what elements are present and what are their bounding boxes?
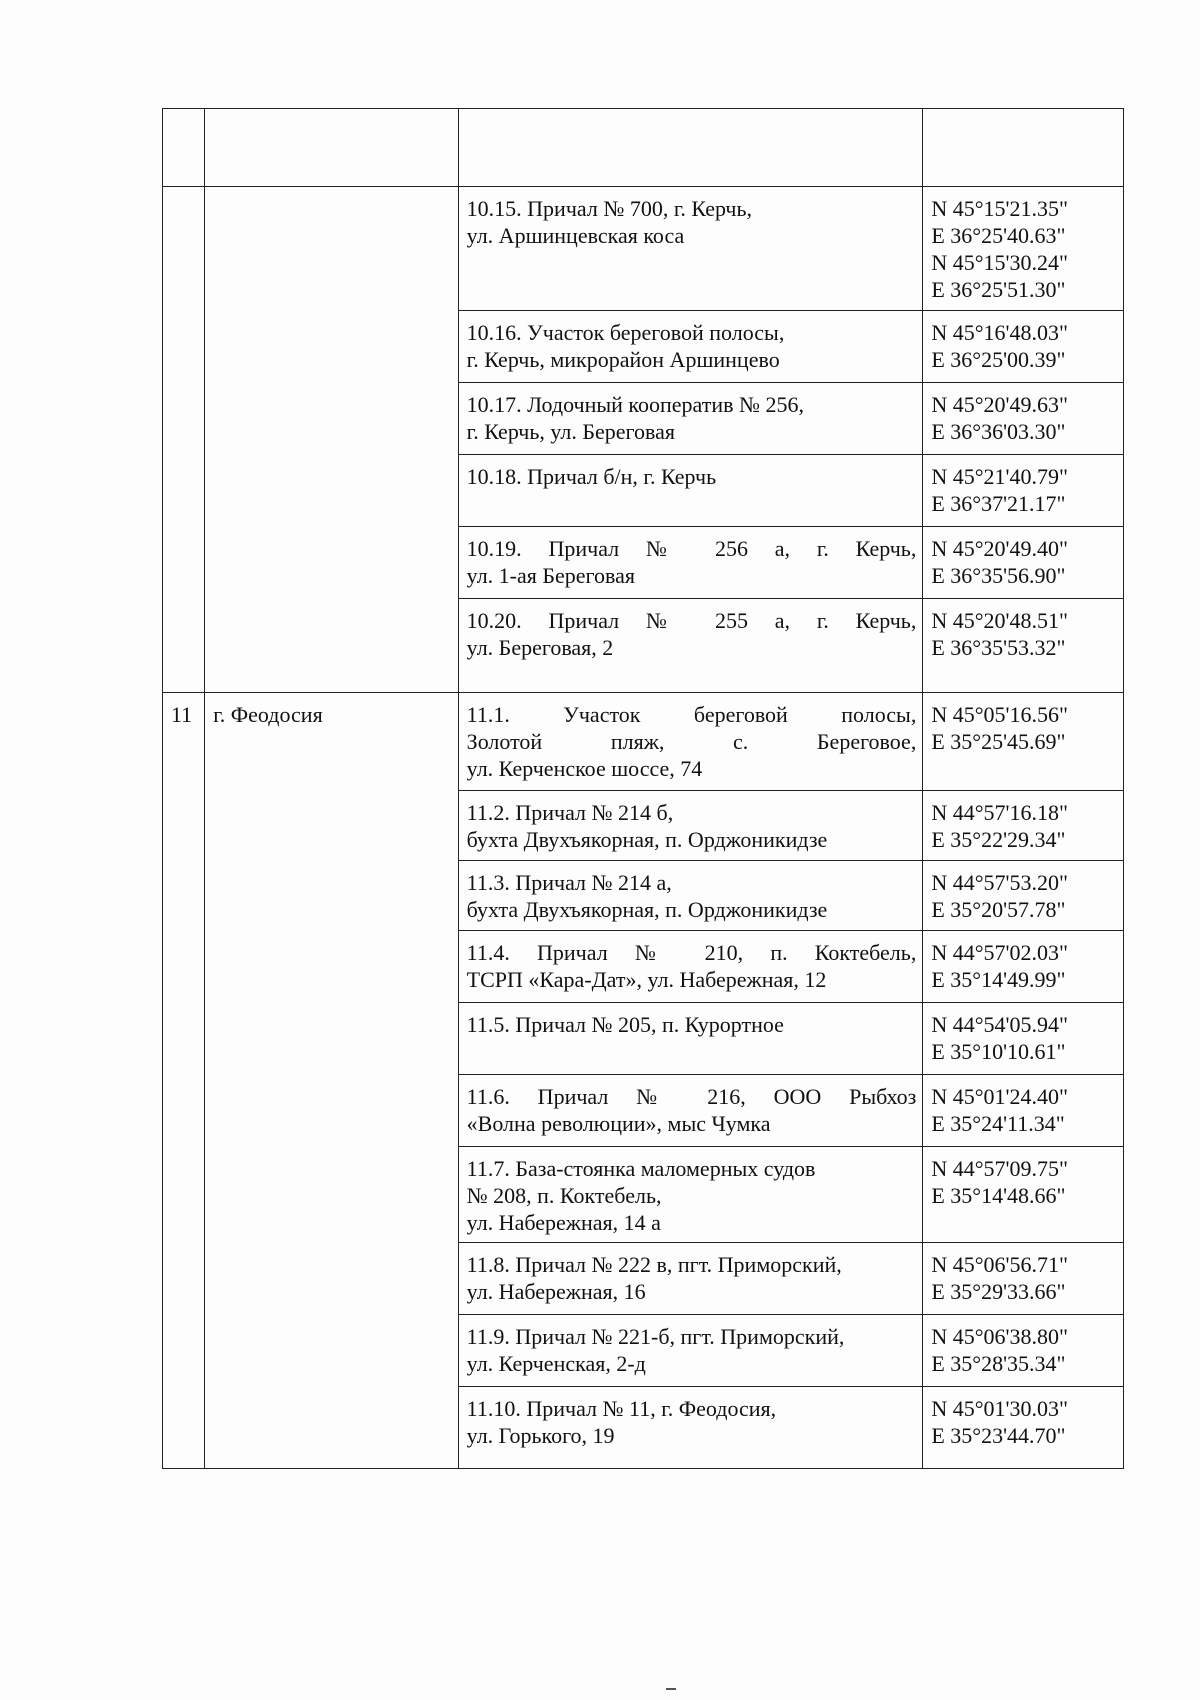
cell-coordinates <box>923 791 1124 861</box>
coordinate-value: E 35°14'48.66" <box>931 1183 1066 1208</box>
location-text-line: бухта Двухъякорная, п. Орджоникидзе <box>466 827 828 852</box>
cell-coordinates <box>923 693 1124 791</box>
coordinate-value: N 45°16'48.03" <box>931 320 1068 345</box>
table-row <box>163 187 1124 311</box>
coordinate-value: E 35°20'57.78" <box>931 897 1066 922</box>
table-row <box>163 693 1124 791</box>
cell-location <box>458 791 923 861</box>
cell-location <box>458 1147 923 1243</box>
coordinate-value: E 36°25'00.39" <box>931 347 1066 372</box>
coordinate-value: N 45°01'30.03" <box>931 1396 1068 1421</box>
coordinate-value: N 44°57'53.20" <box>931 870 1068 895</box>
coordinate-value: E 35°28'35.34" <box>931 1351 1066 1376</box>
table-body <box>163 109 1124 1469</box>
cell-location <box>458 1387 923 1469</box>
cell-name-empty <box>205 109 458 187</box>
page-number-mark <box>666 1688 676 1690</box>
location-text-line: 11.1. Участок береговой полосы, <box>466 702 917 727</box>
coordinate-value: E 36°25'51.30" <box>931 277 1066 302</box>
location-text-line: ул. Керченская, 2-д <box>466 1351 646 1376</box>
cell-location <box>458 1315 923 1387</box>
location-text-line: ТСРП «Кара-Дат», ул. Набережная, 12 <box>466 967 827 992</box>
cell-coordinates <box>923 931 1124 1003</box>
cell-location <box>458 311 923 383</box>
cell-location <box>458 693 923 791</box>
cell-coordinates <box>923 1387 1124 1469</box>
location-text-line: бухта Двухъякорная, п. Орджоникидзе <box>466 897 828 922</box>
coordinate-value: E 35°25'45.69" <box>931 729 1066 754</box>
cell-coordinates <box>923 455 1124 527</box>
cell-coordinates <box>923 383 1124 455</box>
location-text-line: 11.9. Причал № 221-б, пгт. Приморский, <box>466 1324 845 1349</box>
cell-number <box>163 187 205 693</box>
location-text-line: 11.10. Причал № 11, г. Феодосия, <box>466 1396 777 1421</box>
location-text-line: 10.15. Причал № 700, г. Керчь, <box>466 196 753 221</box>
location-text-line: 11.8. Причал № 222 в, пгт. Приморский, <box>466 1252 842 1277</box>
location-text-line: ул. Набережная, 14 а <box>466 1210 661 1235</box>
cell-coordinates <box>923 527 1124 599</box>
location-text-line: 11.4. Причал № 210, п. Коктебель, <box>466 940 917 965</box>
location-text-line: 10.20. Причал № 255 а, г. Керчь, <box>466 608 917 633</box>
location-text-line: 11.2. Причал № 214 б, <box>466 800 674 825</box>
coordinate-value: N 45°06'38.80" <box>931 1324 1068 1349</box>
cell-coordinates <box>923 1075 1124 1147</box>
cell-coordinates <box>923 1315 1124 1387</box>
cell-location <box>458 599 923 693</box>
location-text-line: ул. Набережная, 16 <box>466 1279 646 1304</box>
location-text-line: ул. Керченское шоссе, 74 <box>466 756 703 781</box>
cell-coordinates <box>923 861 1124 931</box>
coordinate-value: E 35°23'44.70" <box>931 1423 1066 1448</box>
coordinate-value: N 45°05'16.56" <box>931 702 1068 727</box>
cell-coordinates <box>923 599 1124 693</box>
cell-location <box>458 187 923 311</box>
cell-name <box>205 693 458 1469</box>
cell-coordinates <box>923 311 1124 383</box>
table-row-header-continuation <box>163 109 1124 187</box>
location-text-line: 11.5. Причал № 205, п. Курортное <box>466 1012 784 1037</box>
location-text-line: г. Керчь, ул. Береговая <box>466 419 675 444</box>
cell-location <box>458 455 923 527</box>
location-text-line: 10.19. Причал № 256 а, г. Керчь, <box>466 536 917 561</box>
location-text-line: № 208, п. Коктебель, <box>466 1183 662 1208</box>
coordinate-value: E 35°14'49.99" <box>931 967 1066 992</box>
coordinate-value: N 45°15'21.35" <box>931 196 1068 221</box>
coordinate-value: E 35°29'33.66" <box>931 1279 1066 1304</box>
location-text-line: ул. 1-ая Береговая <box>466 563 636 588</box>
location-text-line: ул. Аршинцевская коса <box>466 223 685 248</box>
location-text-line: г. Керчь, микрорайон Аршинцево <box>466 347 780 372</box>
coordinate-value: N 44°57'16.18" <box>931 800 1068 825</box>
coordinate-value: E 36°35'53.32" <box>931 635 1066 660</box>
coordinate-value: E 36°35'56.90" <box>931 563 1066 588</box>
cell-location <box>458 527 923 599</box>
group-number: 11 <box>171 702 193 727</box>
coordinate-value: N 45°20'48.51" <box>931 608 1068 633</box>
cell-coordinates <box>923 1147 1124 1243</box>
coordinate-value: N 45°01'24.40" <box>931 1084 1068 1109</box>
location-text-line: 11.7. База-стоянка маломерных судов <box>466 1156 816 1181</box>
cell-location <box>458 383 923 455</box>
cell-location <box>458 861 923 931</box>
coordinate-value: N 45°21'40.79" <box>931 464 1068 489</box>
coordinate-value: N 44°57'02.03" <box>931 940 1068 965</box>
location-text-line: Золотой пляж, с. Береговое, <box>466 729 917 754</box>
coordinate-value: E 36°36'03.30" <box>931 419 1066 444</box>
coordinate-value: N 44°57'09.75" <box>931 1156 1068 1181</box>
location-text-line: «Волна революции», мыс Чумка <box>466 1111 771 1136</box>
location-text-line: 10.16. Участок береговой полосы, <box>466 320 785 345</box>
city-name: г. Феодосия <box>213 702 323 727</box>
coordinate-value: N 45°20'49.63" <box>931 392 1068 417</box>
coordinate-value: E 35°24'11.34" <box>931 1111 1065 1136</box>
cell-number <box>163 693 205 1469</box>
cell-coordinates <box>923 187 1124 311</box>
cell-desc-empty <box>458 109 923 187</box>
location-text-line: 10.18. Причал б/н, г. Керчь <box>466 464 717 489</box>
coordinate-value: N 45°06'56.71" <box>931 1252 1068 1277</box>
coordinate-value: N 45°20'49.40" <box>931 536 1068 561</box>
coordinate-value: N 45°15'30.24" <box>931 250 1068 275</box>
coordinate-value: E 35°22'29.34" <box>931 827 1066 852</box>
cell-coords-empty <box>923 109 1124 187</box>
location-text-line: ул. Береговая, 2 <box>466 635 614 660</box>
moorings-table <box>162 108 1124 1469</box>
coordinate-value: N 44°54'05.94" <box>931 1012 1068 1037</box>
coordinate-value: E 35°10'10.61" <box>931 1039 1066 1064</box>
location-text-line: ул. Горького, 19 <box>466 1423 615 1448</box>
cell-location <box>458 1075 923 1147</box>
location-text-line: 11.6. Причал № 216, ООО Рыбхоз <box>466 1084 917 1109</box>
coordinate-value: E 36°25'40.63" <box>931 223 1066 248</box>
cell-location <box>458 1243 923 1315</box>
cell-number-empty <box>163 109 205 187</box>
coordinate-value: E 36°37'21.17" <box>931 491 1066 516</box>
location-text-line: 10.17. Лодочный кооператив № 256, <box>466 392 804 417</box>
cell-coordinates <box>923 1243 1124 1315</box>
location-text-line: 11.3. Причал № 214 а, <box>466 870 672 895</box>
cell-location <box>458 1003 923 1075</box>
cell-coordinates <box>923 1003 1124 1075</box>
cell-name <box>205 187 458 693</box>
cell-location <box>458 931 923 1003</box>
